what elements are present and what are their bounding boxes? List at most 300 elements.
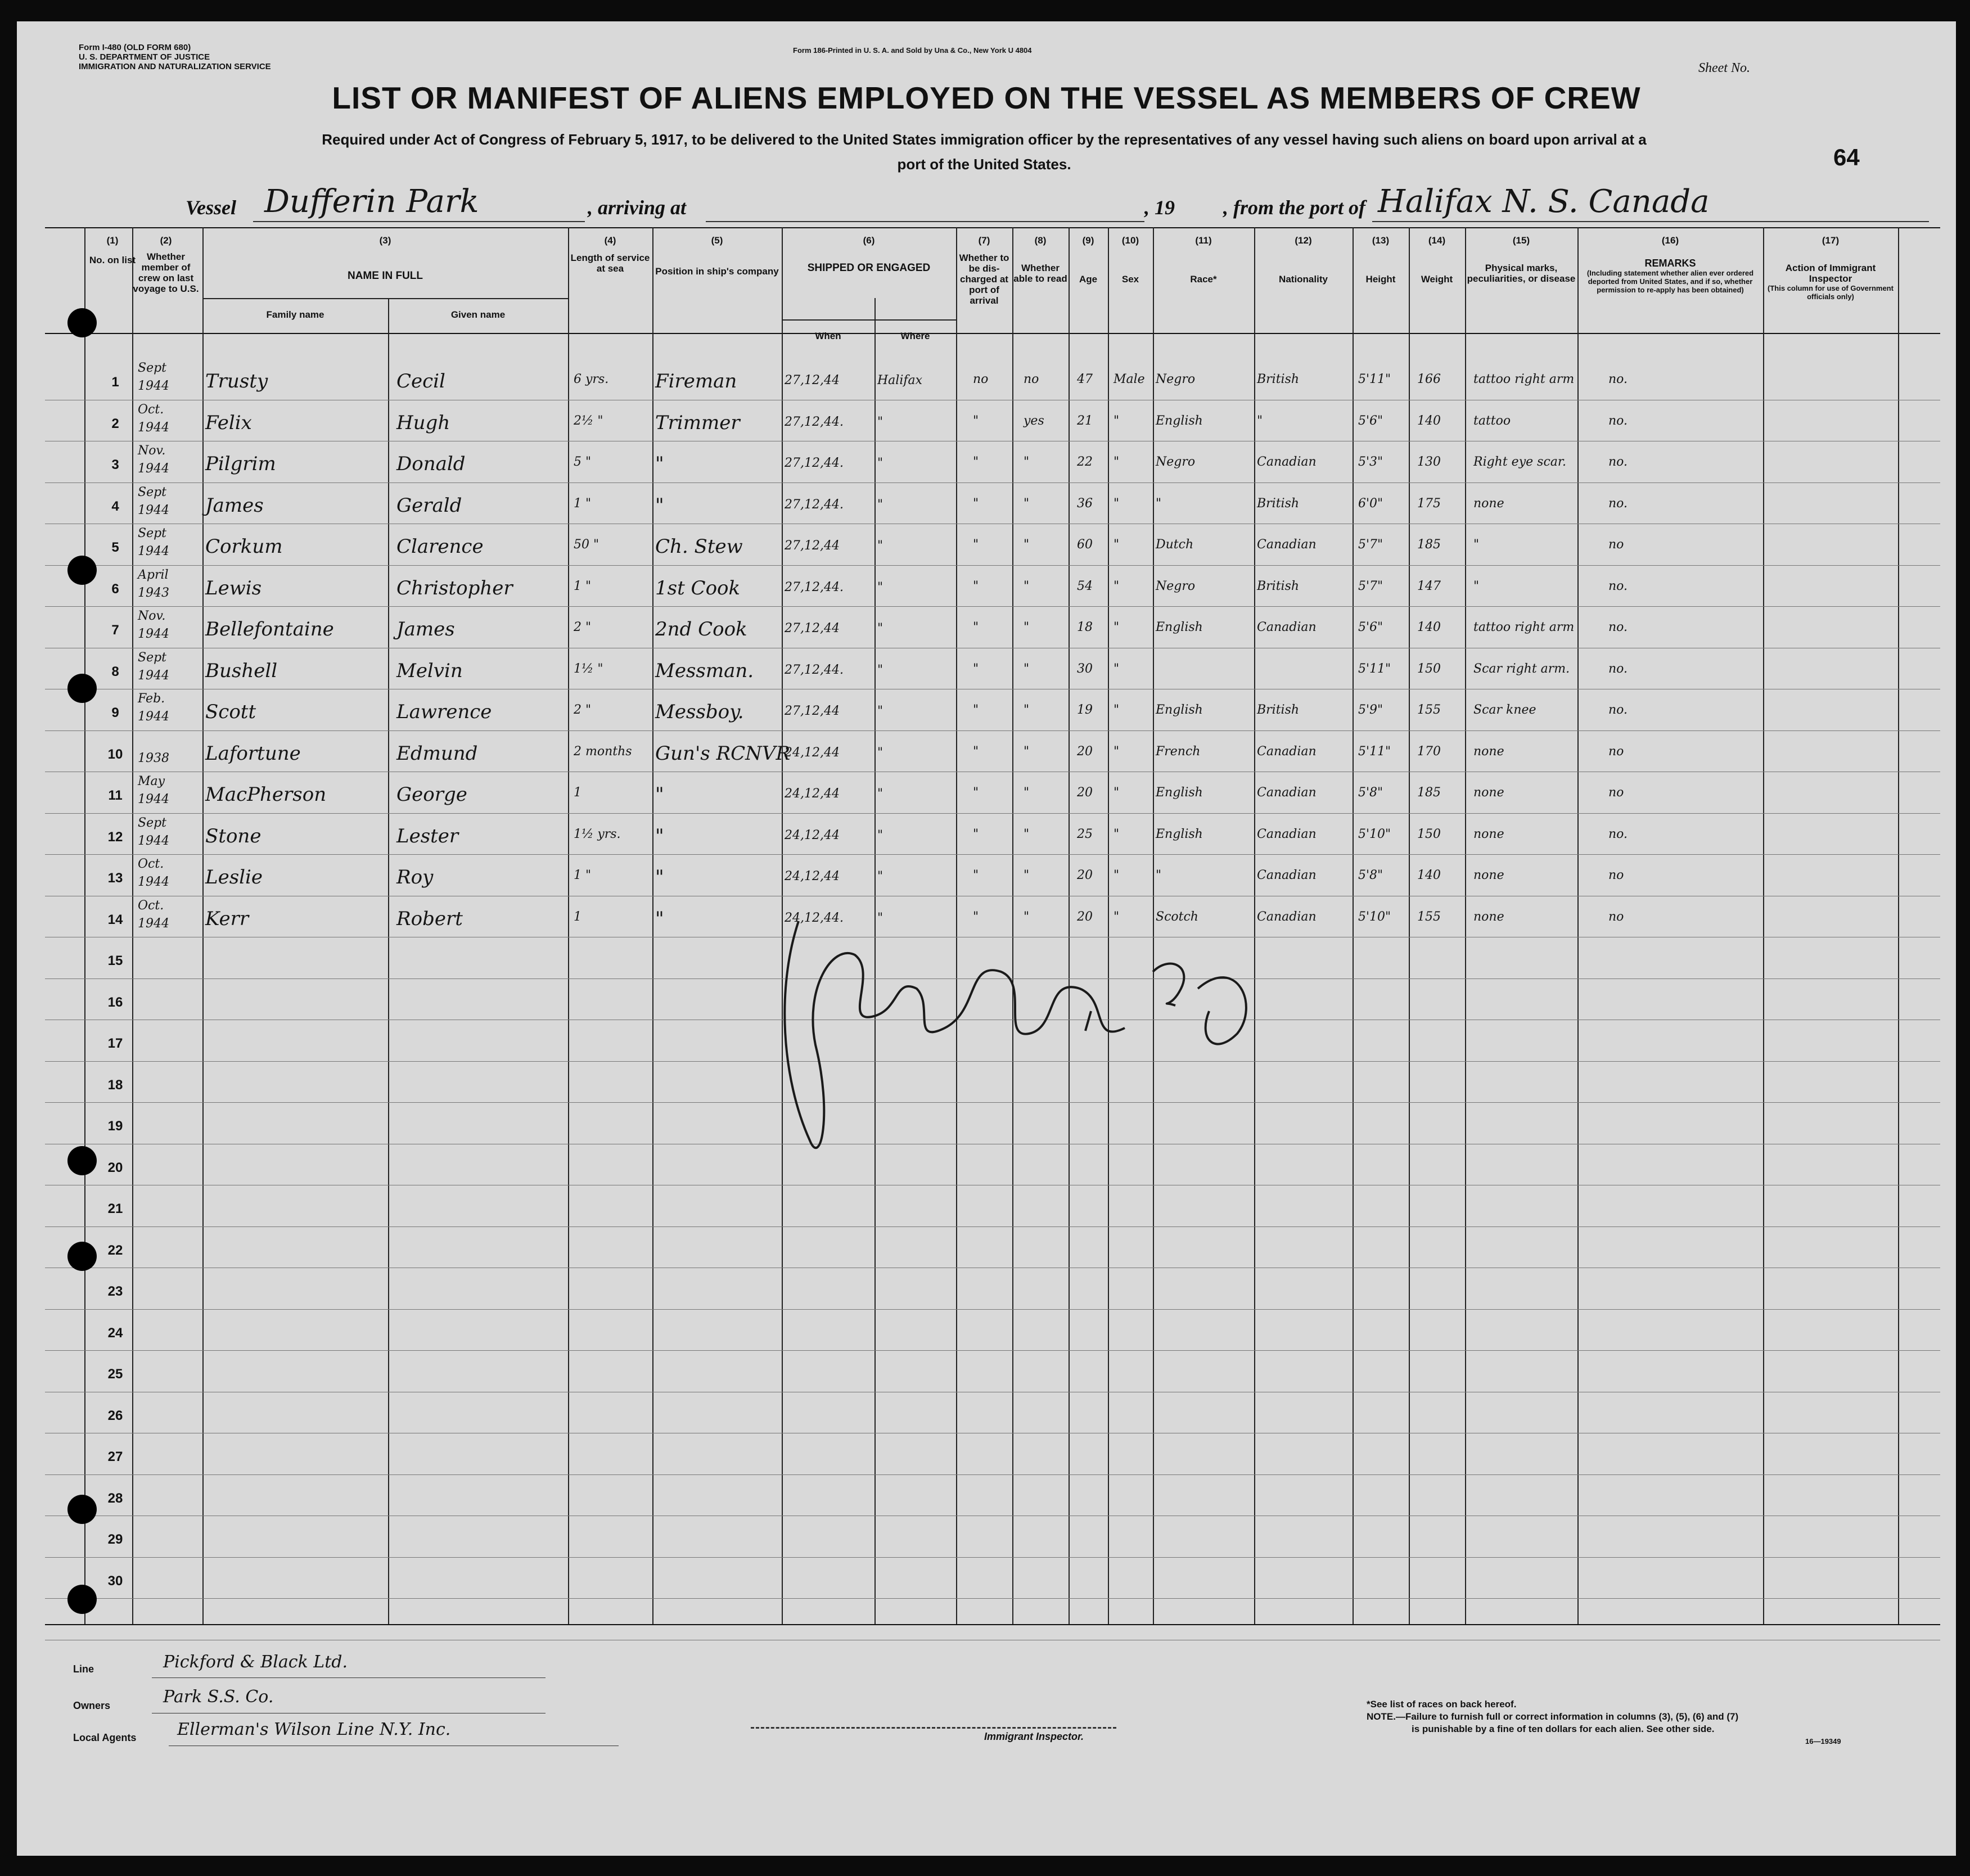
binding-hole (67, 1146, 97, 1175)
col2-num: (2) (160, 235, 172, 246)
row-rule (45, 1598, 1940, 1599)
cell-where: " (877, 539, 883, 553)
row-number: 13 (107, 871, 123, 886)
cell-discharged: " (973, 910, 979, 924)
row-number: 11 (108, 788, 123, 803)
row-rule (45, 606, 1940, 607)
cell-family: Stone (205, 825, 262, 847)
cell-marks: Right eye scar. (1473, 455, 1566, 469)
cell-voyage-top: Oct. (138, 857, 164, 871)
cell-age: 18 (1077, 620, 1093, 634)
cell-nationality: Canadian (1257, 455, 1317, 469)
cell-race: " (1156, 868, 1162, 882)
row-number: 6 (111, 581, 119, 597)
binding-hole (67, 674, 97, 703)
line-value: Pickford & Black Ltd. (163, 1652, 348, 1672)
cell-position: " (655, 908, 664, 930)
cell-remarks: no. (1608, 372, 1628, 386)
cell-weight: 140 (1417, 868, 1441, 882)
cell-discharged: " (973, 745, 979, 759)
cell-discharged: " (973, 662, 979, 676)
cell-when: 24,12,44 (785, 787, 840, 801)
form-id: Form I-480 (OLD FORM 680) (79, 43, 191, 52)
owners-value: Park S.S. Co. (163, 1687, 274, 1707)
col4-label: Length of service at sea (570, 252, 650, 274)
row-rule (45, 565, 1940, 566)
subtitle-line-1: Required under Act of Congress of February 5, 1917, to be delivered to the United States immigration officer by the representatives of any vessel having such aliens on board upon arrival at a (322, 131, 1647, 148)
inspector-label: Immigrant Inspector. (984, 1731, 1084, 1742)
cell-age: 47 (1077, 372, 1093, 386)
cell-nationality: British (1257, 372, 1300, 386)
cell-age: 19 (1077, 703, 1093, 717)
cell-voyage-top: Sept (138, 651, 167, 665)
cell-voyage: 1944 (138, 544, 169, 558)
cell-nationality: British (1257, 703, 1300, 717)
col12-num: (12) (1295, 235, 1312, 246)
column-divider (568, 227, 569, 1624)
cell-sex: " (1114, 827, 1120, 841)
cell-marks: " (1473, 538, 1480, 552)
col2-header (132, 235, 200, 294)
cell-discharged: " (973, 538, 979, 552)
col4-header (568, 235, 652, 274)
cell-position: Ch. Stew (655, 535, 743, 558)
cell-when: 27,12,44. (785, 580, 844, 594)
cell-read: " (1024, 745, 1030, 759)
cell-voyage: 1944 (138, 421, 169, 435)
cell-where: " (877, 663, 883, 677)
cell-remarks: no. (1608, 497, 1628, 511)
vessel-name: Dufferin Park (264, 183, 479, 220)
cell-position: " (655, 825, 664, 847)
cell-given: Christopher (396, 577, 513, 599)
cell-weight: 185 (1417, 786, 1441, 800)
column-divider (652, 227, 653, 1624)
cell-discharged: " (973, 455, 979, 469)
arriving-underline (706, 221, 1144, 222)
sheet-mark: 64 (1833, 144, 1860, 170)
cell-age: 21 (1077, 414, 1093, 428)
service: IMMIGRATION AND NATURALIZATION SERVICE (79, 62, 271, 71)
cell-height: 5'10" (1358, 910, 1391, 924)
col15-label: Physical marks, peculiarities, or disease (1467, 263, 1576, 284)
col5-label: Position in ship's company (655, 266, 779, 277)
cell-voyage: 1944 (138, 379, 169, 393)
cell-service: 50 " (574, 538, 599, 552)
vessel-underline (253, 221, 585, 222)
cell-sex: " (1114, 455, 1120, 469)
cell-read: " (1024, 662, 1030, 676)
cell-height: 5'6" (1358, 414, 1383, 428)
col7-num: (7) (978, 235, 990, 246)
cell-discharged: " (973, 827, 979, 841)
cell-family: Kerr (205, 908, 249, 930)
cell-age: 20 (1077, 745, 1093, 759)
cell-weight: 170 (1417, 745, 1441, 759)
cell-position: 1st Cook (655, 577, 741, 599)
cell-read: " (1024, 538, 1030, 552)
cell-family: Trusty (205, 370, 268, 393)
col17-num: (17) (1822, 235, 1840, 246)
row-number: 25 (107, 1367, 123, 1382)
cell-race: English (1156, 620, 1203, 634)
cell-voyage: 1944 (138, 834, 169, 848)
cell-nationality: Canadian (1257, 786, 1317, 800)
cell-family: Bellefontaine (205, 618, 334, 641)
cell-weight: 185 (1417, 538, 1441, 552)
cell-voyage-top: Nov. (138, 444, 166, 458)
cell-where: " (877, 456, 883, 470)
cell-discharged: " (973, 497, 979, 511)
cell-voyage: 1944 (138, 462, 169, 476)
cell-marks: tattoo (1473, 414, 1511, 428)
printer-line: Form 186-Printed in U. S. A. and Sold by Una & Co., New York U 4804 (793, 46, 1032, 55)
row-number: 29 (107, 1532, 123, 1547)
cell-when: 24,12,44. (785, 911, 844, 925)
cell-position: " (655, 494, 664, 517)
cell-where: " (877, 746, 883, 760)
cell-remarks: no (1608, 910, 1624, 924)
cell-voyage-top: Sept (138, 816, 167, 830)
cell-sex: " (1114, 662, 1120, 676)
vessel-label: Vessel (186, 196, 236, 219)
row-number: 16 (107, 995, 123, 1010)
table-top-border (45, 227, 1940, 228)
col3b-label: Given name (450, 309, 506, 320)
cell-height: 5'6" (1358, 620, 1383, 634)
cell-weight: 140 (1417, 620, 1441, 634)
row-number: 26 (107, 1408, 123, 1423)
col9-num: (9) (1082, 235, 1094, 246)
cell-service: 1 " (574, 497, 592, 511)
cell-given: Melvin (396, 660, 463, 682)
manifest-sheet (17, 21, 1956, 1856)
cell-voyage: 1944 (138, 669, 169, 683)
col10-header (1108, 235, 1153, 285)
row-number: 12 (107, 829, 123, 845)
sheet-number-label: Sheet No. (1698, 61, 1750, 75)
col6-num: (6) (863, 235, 875, 246)
cell-marks: none (1473, 910, 1504, 924)
cell-where: " (877, 828, 883, 842)
cell-sex: " (1114, 868, 1120, 882)
cell-height: 6'0" (1358, 497, 1383, 511)
cell-marks: none (1473, 745, 1504, 759)
form-subtitle (73, 127, 1895, 177)
cell-where: Halifax (877, 373, 923, 387)
cell-race: Dutch (1156, 538, 1194, 552)
row-number: 18 (107, 1077, 123, 1093)
cell-race: Negro (1156, 372, 1196, 386)
cell-discharged: " (973, 703, 979, 717)
row-number: 9 (111, 705, 119, 720)
cell-service: 1 (574, 910, 581, 924)
col5-num: (5) (711, 235, 723, 246)
cell-remarks: no (1608, 538, 1624, 552)
col2-label: Whether member of crew on last voyage to U.S. (133, 251, 199, 294)
cell-given: James (396, 618, 455, 641)
cell-height: 5'11" (1358, 662, 1391, 676)
cell-voyage-top: Nov. (138, 609, 166, 623)
cell-weight: 166 (1417, 372, 1441, 386)
cell-voyage: 1944 (138, 917, 169, 931)
cell-race: English (1156, 703, 1203, 717)
row-rule (45, 854, 1940, 855)
cell-position: Gun's RCNVR (655, 742, 791, 765)
agents-value: Ellerman's Wilson Line N.Y. Inc. (177, 1720, 451, 1739)
department: U. S. DEPARTMENT OF JUSTICE (79, 52, 210, 62)
cell-height: 5'3" (1358, 455, 1383, 469)
col10-num: (10) (1121, 235, 1139, 246)
col16-note: (Including statement whether alien ever ordered deported from United States, and if so, whether permission to re-apply has been obtained) (1586, 269, 1754, 294)
col6a-label: When (815, 331, 841, 341)
cell-read: no (1024, 372, 1039, 386)
cell-when: 27,12,44 (785, 704, 840, 718)
cell-when: 27,12,44. (785, 415, 844, 429)
cell-family: Leslie (205, 866, 263, 889)
cell-voyage-top: Sept (138, 485, 167, 499)
cell-voyage: 1944 (138, 792, 169, 806)
cell-marks: none (1473, 497, 1504, 511)
binding-hole (67, 1242, 97, 1271)
cell-family: MacPherson (205, 783, 327, 806)
cell-discharged: " (973, 868, 979, 882)
cell-age: 25 (1077, 827, 1093, 841)
cell-service: 2 " (574, 620, 592, 634)
cell-sex: " (1114, 786, 1120, 800)
col1-num: (1) (106, 235, 119, 246)
column-divider (1763, 227, 1764, 1624)
cell-family: Scott (205, 701, 256, 723)
cell-nationality: British (1257, 579, 1300, 593)
cell-nationality: Canadian (1257, 910, 1317, 924)
subheader-rule (202, 298, 568, 299)
col15-header (1465, 235, 1577, 284)
cell-remarks: no. (1608, 703, 1628, 717)
cell-height: 5'7" (1358, 579, 1383, 593)
cell-remarks: no. (1608, 579, 1628, 593)
cell-when: 24,12,44 (785, 869, 840, 883)
line-label: Line (73, 1663, 94, 1675)
cell-when: 27,12,44 (785, 539, 840, 553)
cell-read: " (1024, 579, 1030, 593)
col11-label: Race* (1190, 274, 1217, 285)
cell-read: " (1024, 910, 1030, 924)
cell-marks: none (1473, 827, 1504, 841)
col14-header (1409, 235, 1465, 285)
col8-num: (8) (1034, 235, 1047, 246)
cell-read: yes (1024, 414, 1044, 428)
cell-height: 5'10" (1358, 827, 1391, 841)
cell-where: " (877, 580, 883, 594)
cell-voyage: 1944 (138, 710, 169, 724)
cell-given: Lawrence (396, 701, 492, 723)
cell-sex: " (1114, 579, 1120, 593)
cell-where: " (877, 787, 883, 801)
from-port: Halifax N. S. Canada (1378, 183, 1710, 220)
cell-given: Edmund (396, 742, 478, 765)
cell-sex: " (1114, 497, 1120, 511)
cell-service: 2 " (574, 703, 592, 717)
cell-height: 5'9" (1358, 703, 1383, 717)
cell-height: 5'11" (1358, 372, 1391, 386)
row-number: 7 (111, 623, 119, 638)
cell-service: 1½ " (574, 662, 603, 676)
from-port-underline (1372, 221, 1929, 222)
cell-discharged: no (973, 372, 989, 386)
row-number: 15 (107, 953, 123, 968)
cell-voyage-top: May (138, 774, 165, 788)
col6-label: SHIPPED OR ENGAGED (807, 262, 931, 274)
col3-num: (3) (379, 235, 391, 246)
from-port-label: , from the port of (1223, 196, 1366, 219)
cell-remarks: no (1608, 745, 1624, 759)
cell-given: Roy (396, 866, 434, 889)
cell-marks: none (1473, 786, 1504, 800)
cell-voyage-top: Sept (138, 361, 167, 375)
cell-nationality: Canadian (1257, 745, 1317, 759)
cell-sex: " (1114, 414, 1120, 428)
binding-hole (67, 1585, 97, 1614)
cell-service: 2 months (574, 745, 632, 759)
row-number: 17 (107, 1036, 123, 1051)
cell-when: 24,12,44 (785, 746, 840, 760)
cell-when: 27,12,44 (785, 373, 840, 387)
col8-header (1012, 235, 1069, 284)
cell-given: Gerald (396, 494, 462, 517)
row-rule (45, 813, 1940, 814)
cell-given: George (396, 783, 467, 806)
cell-given: Robert (396, 908, 463, 930)
cell-service: 1½ yrs. (574, 827, 621, 841)
cell-given: Clarence (396, 535, 484, 558)
row-number: 8 (111, 664, 119, 679)
cell-remarks: no. (1608, 414, 1628, 428)
owners-label: Owners (73, 1700, 111, 1711)
cell-given: Lester (396, 825, 459, 847)
cell-weight: 140 (1417, 414, 1441, 428)
column-divider (1409, 227, 1410, 1624)
cell-read: " (1024, 827, 1030, 841)
cell-remarks: no. (1608, 827, 1628, 841)
col16-label: REMARKS (1644, 258, 1696, 269)
col14-label: Weight (1421, 274, 1453, 285)
col17-header (1763, 235, 1898, 301)
cell-when: 27,12,44. (785, 663, 844, 677)
cell-race: Scotch (1156, 910, 1198, 924)
cell-nationality: " (1257, 414, 1263, 428)
cell-position: Fireman (655, 370, 737, 393)
inspector-signature-line (751, 1727, 1116, 1729)
column-divider (1577, 227, 1579, 1624)
row-number: 20 (107, 1160, 123, 1175)
races-note: *See list of races on back hereof. (1367, 1699, 1517, 1710)
cell-service: 5 " (574, 455, 592, 469)
cell-height: 5'7" (1358, 538, 1383, 552)
column-divider (1465, 227, 1466, 1624)
cell-family: Pilgrim (205, 453, 276, 475)
cell-remarks: no. (1608, 620, 1628, 634)
cell-position: 2nd Cook (655, 618, 747, 641)
cell-remarks: no. (1608, 455, 1628, 469)
cell-age: 36 (1077, 497, 1093, 511)
col5-header (652, 235, 782, 277)
col10-label: Sex (1121, 274, 1139, 285)
col17-note: (This column for use of Government officials only) (1768, 284, 1894, 301)
cell-remarks: no (1608, 786, 1624, 800)
col3-header (202, 235, 568, 281)
row-number: 1 (111, 375, 119, 390)
cell-remarks: no. (1608, 662, 1628, 676)
cell-race: English (1156, 414, 1203, 428)
row-rule (45, 1226, 1940, 1227)
row-number: 28 (107, 1491, 123, 1506)
cell-voyage: 1944 (138, 503, 169, 517)
cell-marks: Scar right arm. (1473, 662, 1570, 676)
col8-label: Whether able to read (1013, 263, 1067, 284)
row-number: 23 (107, 1284, 123, 1299)
cell-marks: tattoo right arm (1473, 620, 1575, 634)
col6-header (782, 235, 956, 273)
row-number: 27 (107, 1449, 123, 1464)
footer-notes (1367, 1698, 1841, 1748)
cell-position: Messboy. (655, 701, 744, 723)
year-label: , 19 (1144, 196, 1175, 219)
cell-read: " (1024, 786, 1030, 800)
col17-label: Action of Immigrant Inspector (1785, 263, 1876, 284)
cell-weight: 175 (1417, 497, 1441, 511)
cell-nationality: Canadian (1257, 868, 1317, 882)
cell-sex: " (1114, 703, 1120, 717)
cell-read: " (1024, 703, 1030, 717)
cell-sex: " (1114, 620, 1120, 634)
cell-age: 22 (1077, 455, 1093, 469)
col16-num: (16) (1661, 235, 1679, 246)
col11-num: (11) (1195, 235, 1212, 246)
cell-service: 2½ " (574, 414, 603, 428)
cell-voyage: 1944 (138, 627, 169, 641)
column-divider (1898, 227, 1899, 1624)
cell-sex: " (1114, 538, 1120, 552)
cell-weight: 130 (1417, 455, 1441, 469)
cell-where: " (877, 415, 883, 429)
col9-label: Age (1079, 274, 1098, 285)
cell-voyage: 1944 (138, 875, 169, 889)
signature (765, 876, 1271, 1169)
cell-family: Bushell (205, 660, 278, 682)
binding-hole (67, 556, 97, 585)
cell-position: Messman. (655, 660, 754, 682)
row-number: 4 (111, 499, 119, 514)
row-number: 19 (107, 1119, 123, 1134)
cell-voyage: 1943 (138, 586, 169, 600)
cell-height: 5'8" (1358, 868, 1383, 882)
cell-position: " (655, 866, 664, 889)
row-number: 5 (111, 540, 119, 555)
cell-sex: " (1114, 745, 1120, 759)
row-number: 14 (107, 912, 123, 927)
cell-where: " (877, 621, 883, 635)
cell-service: 1 (574, 786, 581, 800)
col12-header (1254, 235, 1353, 285)
cell-marks: " (1473, 579, 1480, 593)
cell-read: " (1024, 868, 1030, 882)
cell-sex: Male (1114, 372, 1145, 386)
subheader-rule (782, 319, 956, 321)
cell-given: Hugh (396, 412, 450, 434)
col14-num: (14) (1428, 235, 1446, 246)
cell-voyage: 1938 (138, 751, 169, 765)
